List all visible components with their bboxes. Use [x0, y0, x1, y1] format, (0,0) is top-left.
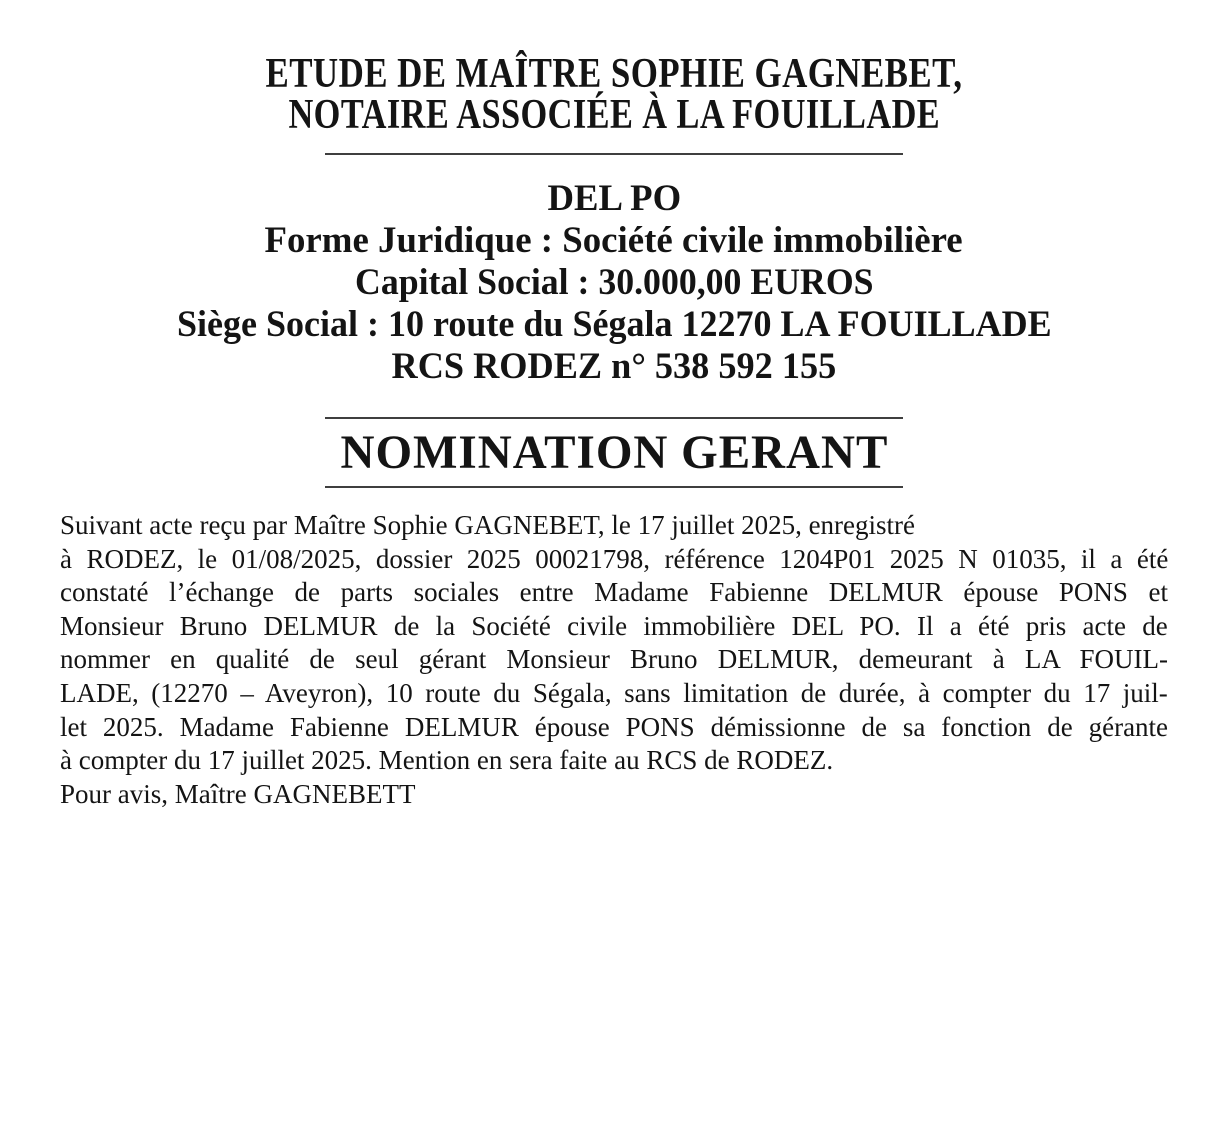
- body-line: à RODEZ, le 01/08/2025, dossier 2025 00021798, référence 1204P01 2025 N 01035, il a été: [60, 543, 1169, 574]
- signature-line: Pour avis, Maître GAGNEBETT: [60, 778, 416, 809]
- notary-office-line-1: ETUDE DE MAÎTRE SOPHIE GAGNEBET,: [265, 51, 963, 97]
- company-block: [0, 178, 1228, 388]
- body-line: à compter du 17 juillet 2025. Mention en sera faite au RCS de RODEZ.: [60, 745, 834, 776]
- divider-above-title: [325, 417, 903, 419]
- body-line: LADE, (12270 – Aveyron), 10 route du Ségala, sans limitation de durée, à compter du 17 juil-: [60, 677, 1168, 708]
- company-rcs: RCS RODEZ n° 538 592 155: [391, 346, 837, 387]
- company-capital: Capital Social : 30.000,00 EUROS: [354, 262, 874, 303]
- company-legal-form: Forme Juridique : Société civile immobilière: [264, 220, 964, 261]
- notice-body: [60, 509, 1168, 811]
- notice-title: NOMINATION GERANT: [340, 426, 888, 479]
- notary-office-heading: [0, 0, 1228, 136]
- body-line: let 2025. Madame Fabienne DELMUR épouse PONS démissionne de sa fonction de gérante: [60, 711, 1169, 742]
- notary-office-line-2: NOTAIRE ASSOCIÉE À LA FOUILLADE: [288, 92, 940, 138]
- divider-below-title: [325, 486, 903, 488]
- body-line: constaté l’échange de parts sociales entre Madame Fabienne DELMUR épouse PONS et: [60, 577, 1168, 608]
- body-line: nommer en qualité de seul gérant Monsieur Bruno DELMUR, demeurant à LA FOUIL-: [60, 644, 1169, 675]
- divider-top: [325, 153, 903, 155]
- body-line: Suivant acte reçu par Maître Sophie GAGNEBET, le 17 juillet 2025, enregistré: [60, 510, 916, 540]
- body-line: Monsieur Bruno DELMUR de la Société civile immobilière DEL PO. Il a été pris acte de: [60, 610, 1168, 641]
- company-name: DEL PO: [547, 178, 681, 219]
- company-head-office: Siège Social : 10 route du Ségala 12270 LA FOUILLADE: [176, 304, 1052, 345]
